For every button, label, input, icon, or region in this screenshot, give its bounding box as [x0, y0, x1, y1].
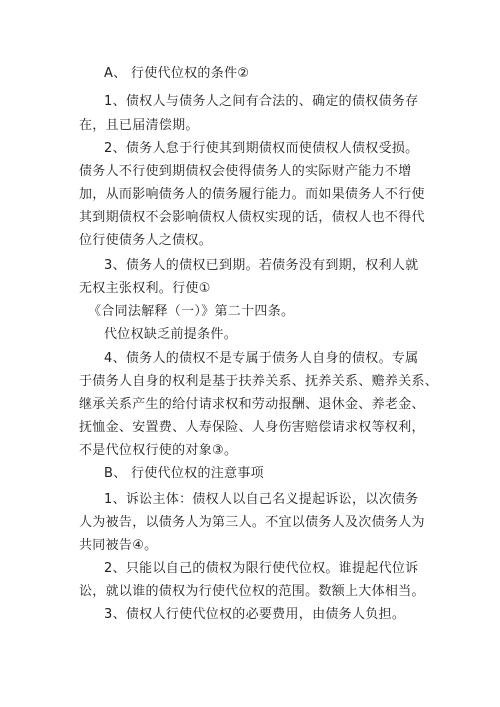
paragraph-line: 抚恤金、安置费、人寿保险、人身伤害赔偿请求权等权利， [79, 420, 425, 435]
paragraph-line: 加，从而影响债务人的债务履行能力。而如果债务人不行使 [79, 187, 425, 202]
heading-b: B、 行使代位权的注意事项 [104, 466, 264, 481]
heading-a: A、 行使代位权的条件② [104, 66, 250, 81]
paragraph-line: 不是代位权行使的对象③。 [79, 443, 238, 458]
paragraph-line: 位行使债务人之债权。 [79, 233, 213, 248]
paragraph-line: 继承关系产生的给付请求权和劳动报酬、退休金、养老金、 [79, 397, 425, 412]
paragraph-line: 1、诉讼主体：债权人以自己名义提起诉讼，以次债务 [104, 492, 419, 507]
paragraph-line: 2、债务人怠于行使其到期债权而使债权人债权受损。 [104, 141, 419, 156]
paragraph-line: 3、债务人的债权已到期。若债务没有到期，权利人就 [104, 258, 419, 273]
paragraph-line: 债务人不行使到期债权会使得债务人的实际财产能力不增 [79, 164, 412, 179]
paragraph-line: 在，且已届清偿期。 [79, 118, 199, 133]
paragraph-line: 代位权缺乏前提条件。 [104, 327, 238, 342]
paragraph-line: 于债务人自身的权利是基于扶养关系、抚养关系、赡养关系、 [79, 374, 439, 389]
paragraph-line: 无权主张权利。行使① [79, 281, 211, 296]
paragraph-line: 其到期债权不会影响债权人债权实现的话，债权人也不得代 [79, 210, 425, 225]
paragraph-line: 1、债权人与债务人之间有合法的、确定的债权债务存 [104, 94, 419, 109]
paragraph-line: 《合同法解释（一）》第二十四条。 [88, 304, 295, 319]
paragraph-line: 人为被告，以债务人为第三人。不宜以债务人及次债务人为 [79, 515, 425, 530]
paragraph-line: 3、债权人行使代位权的必要费用，由债务人负担。 [104, 607, 406, 622]
paragraph-line: 2、只能以自己的债权为限行使代位权。谁提起代位诉 [104, 561, 419, 576]
paragraph-line: 讼，就以谁的债权为行使代位权的范围。数额上大体相当。 [79, 584, 425, 599]
paragraph-line: 共同被告④。 [79, 538, 158, 553]
paragraph-line: 4、债务人的债权不是专属于债务人自身的债权。专属 [104, 351, 419, 366]
